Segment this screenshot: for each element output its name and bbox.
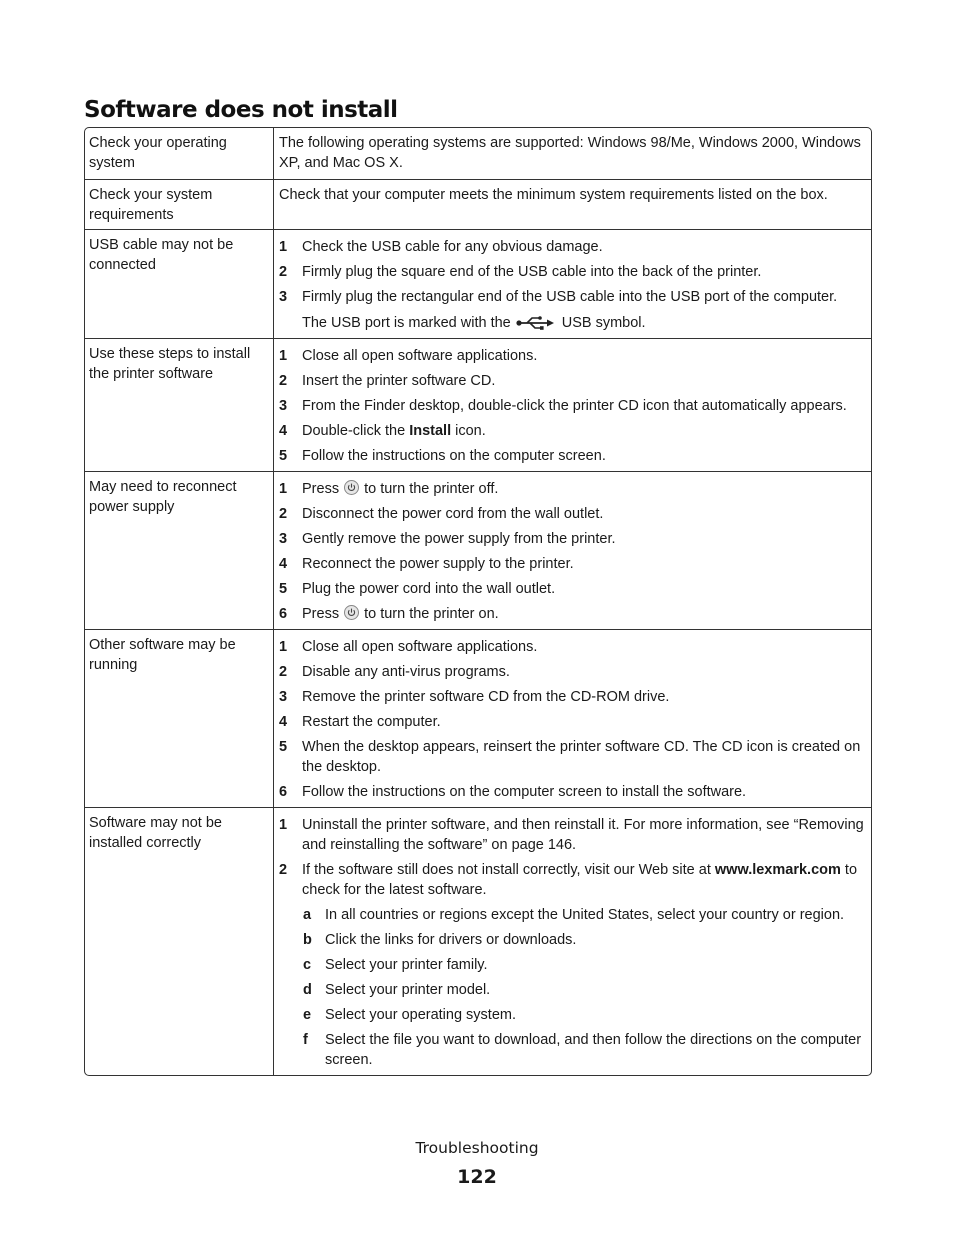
list-item <box>279 604 867 624</box>
step-text: to check for the latest software. <box>302 862 858 898</box>
website-link[interactable]: www.lexmark.com <box>714 862 841 878</box>
list-item <box>303 905 867 925</box>
step-text: to turn the printer off. <box>364 481 499 497</box>
install-icon-name: Install <box>409 423 452 439</box>
list-item <box>279 396 867 416</box>
list-item <box>279 446 867 466</box>
list-item <box>279 860 867 900</box>
row-text: Check that your computer meets the minimum system requirements listed on the box. <box>279 187 828 203</box>
substep-letter: c <box>303 957 312 973</box>
step-text: Follow the instructions on the computer screen. <box>302 448 606 464</box>
list-item <box>279 237 867 257</box>
table-row <box>85 471 871 629</box>
step-text: Select your printer family. <box>325 957 488 973</box>
list-item <box>303 1030 867 1070</box>
step-number: 5 <box>279 739 288 755</box>
list-item <box>303 1005 867 1025</box>
step-number: 6 <box>279 606 288 622</box>
step-text: Reconnect the power supply to the printer. <box>302 556 574 572</box>
row-text: The following operating systems are supported: Windows 98/Me, Windows 2000, Windows XP, and Mac OS X. <box>279 135 861 171</box>
step-text: Select your operating system. <box>325 1007 517 1023</box>
step-number: 5 <box>279 448 288 464</box>
step-number: 1 <box>279 817 288 833</box>
step-text: Plug the power cord into the wall outlet. <box>302 581 556 597</box>
step-text: Firmly plug the square end of the USB cable into the back of the printer. <box>302 264 762 280</box>
substep-letter: e <box>303 1007 312 1023</box>
steps-list <box>274 630 871 807</box>
list-item <box>279 287 867 307</box>
step-text: Close all open software applications. <box>302 639 538 655</box>
step-text: Disconnect the power cord from the wall outlet. <box>302 506 604 522</box>
step-number: 1 <box>279 481 288 497</box>
footer-section-title: Troubleshooting <box>415 1139 539 1157</box>
list-item <box>279 262 867 282</box>
step-text: icon. <box>455 423 486 439</box>
step-number: 2 <box>279 373 288 389</box>
list-item <box>303 980 867 1000</box>
usb-note <box>302 313 867 333</box>
list-item <box>279 504 867 524</box>
step-text: Close all open software applications. <box>302 348 538 364</box>
step-number: 2 <box>279 264 288 280</box>
step-text: In all countries or regions except the United States, select your country or region. <box>325 907 845 923</box>
step-text: Press <box>302 481 340 497</box>
list-item <box>279 479 867 499</box>
note-text-before: The USB port is marked with the <box>302 315 511 331</box>
step-text: Gently remove the power supply from the printer. <box>302 531 616 547</box>
step-text: Select your printer model. <box>325 982 491 998</box>
list-item <box>279 554 867 574</box>
row-label: Use these steps to install the printer software <box>85 339 274 471</box>
step-number: 4 <box>279 423 288 439</box>
step-text: Select the file you want to download, and then follow the directions on the computer screen. <box>325 1032 862 1068</box>
page-number: 122 <box>457 1166 497 1188</box>
row-label: Other software may be running <box>85 630 274 807</box>
step-text: Uninstall the printer software, and then reinstall it. For more information, see “Removing and reinstalling the software” on page 146. <box>302 817 864 853</box>
list-item <box>279 815 867 855</box>
row-label: May need to reconnect power supply <box>85 472 274 629</box>
list-item <box>279 346 867 366</box>
list-item <box>279 782 867 802</box>
step-number: 3 <box>279 689 288 705</box>
substep-letter: b <box>303 932 312 948</box>
list-item <box>279 579 867 599</box>
step-number: 3 <box>279 398 288 414</box>
step-number: 2 <box>279 664 288 680</box>
list-item <box>279 687 867 707</box>
table-row <box>85 807 871 1075</box>
list-item <box>279 421 867 441</box>
step-text: Restart the computer. <box>302 714 441 730</box>
list-item <box>279 529 867 549</box>
row-label: Check your system requirements <box>85 180 274 229</box>
list-item <box>279 737 867 777</box>
substep-letter: a <box>303 907 312 923</box>
step-number: 3 <box>279 289 288 305</box>
power-button-icon <box>344 605 359 620</box>
step-number: 1 <box>279 239 288 255</box>
steps-list <box>274 472 871 629</box>
substep-letter: f <box>303 1032 308 1048</box>
table-row <box>85 629 871 807</box>
step-number: 2 <box>279 862 288 878</box>
step-number: 1 <box>279 348 288 364</box>
note-text-after: USB symbol. <box>561 315 646 331</box>
steps-list <box>274 339 871 471</box>
step-text: Remove the printer software CD from the CD-ROM drive. <box>302 689 670 705</box>
row-label: Software may not be installed correctly <box>85 808 274 1075</box>
list-item <box>303 955 867 975</box>
substep-letter: d <box>303 982 312 998</box>
list-item <box>303 930 867 950</box>
table-row <box>85 179 871 229</box>
step-text: Firmly plug the rectangular end of the USB cable into the USB port of the computer. <box>302 289 838 305</box>
table-row <box>85 229 871 338</box>
list-item <box>279 712 867 732</box>
list-item <box>279 637 867 657</box>
step-text: Click the links for drivers or downloads. <box>325 932 577 948</box>
step-number: 4 <box>279 714 288 730</box>
list-item <box>279 371 867 391</box>
step-number: 1 <box>279 639 288 655</box>
step-number: 4 <box>279 556 288 572</box>
list-item <box>279 662 867 682</box>
step-number: 5 <box>279 581 288 597</box>
table-row <box>85 128 871 179</box>
table-row <box>85 338 871 471</box>
troubleshooting-table <box>84 127 872 1076</box>
substeps-list <box>279 905 867 1070</box>
power-button-icon <box>344 480 359 495</box>
step-text: Double-click the <box>302 423 406 439</box>
row-label: Check your operating system <box>85 128 274 179</box>
step-text: Disable any anti-virus programs. <box>302 664 510 680</box>
step-text: Insert the printer software CD. <box>302 373 496 389</box>
step-text: Follow the instructions on the computer screen to install the software. <box>302 784 747 800</box>
usb-symbol-icon <box>516 316 556 330</box>
steps-list <box>274 230 871 338</box>
step-text: From the Finder desktop, double-click the printer CD icon that automatically appears. <box>302 398 847 414</box>
step-number: 2 <box>279 506 288 522</box>
step-text: If the software still does not install correctly, visit our Web site at <box>302 862 711 878</box>
step-text: Press <box>302 606 340 622</box>
steps-list <box>274 808 871 1075</box>
step-number: 6 <box>279 784 288 800</box>
step-text: Check the USB cable for any obvious damage. <box>302 239 603 255</box>
step-text: to turn the printer on. <box>364 606 499 622</box>
page-title: Software does not install <box>84 97 398 124</box>
step-text: When the desktop appears, reinsert the printer software CD. The CD icon is created on the desktop. <box>302 739 861 775</box>
row-label: USB cable may not be connected <box>85 230 274 338</box>
step-number: 3 <box>279 531 288 547</box>
